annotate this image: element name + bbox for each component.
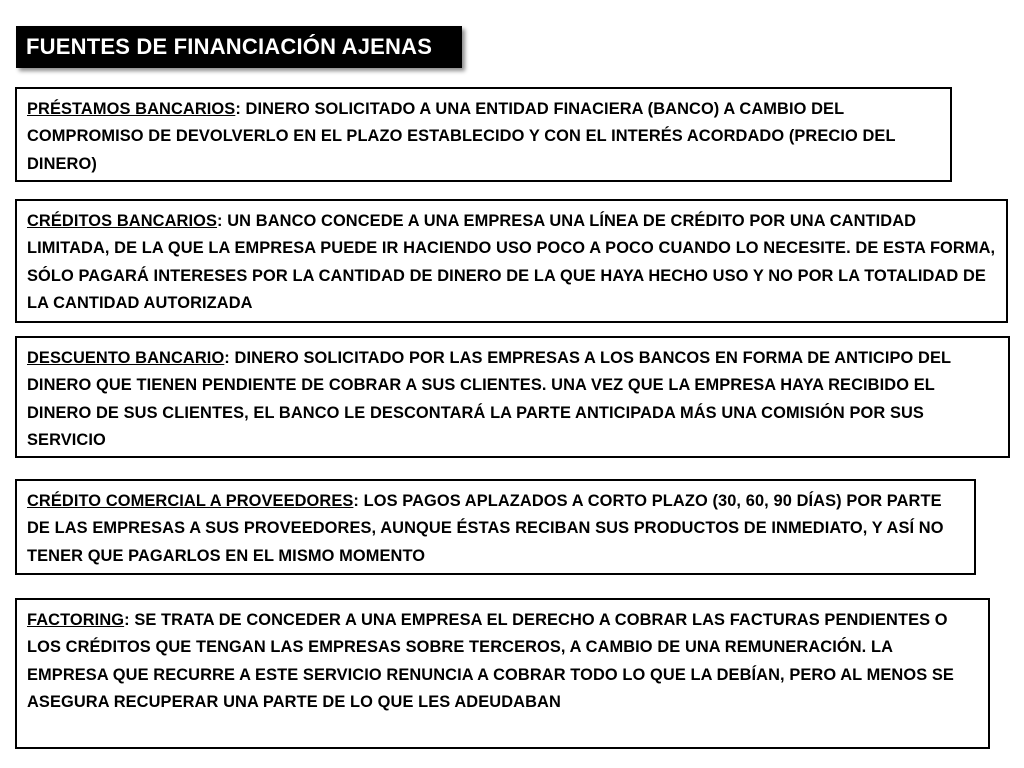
card-description: : SE TRATA DE CONCEDER A UNA EMPRESA EL DERECHO A COBRAR LAS FACTURAS PENDIENTES O LOS CRÉDITOS QUE TENGAN LAS EMPRESAS SOBRE TERCEROS, A CAMBIO DE UNA REMUNERACIÓN. LA EMPRESA QUE RECURRE A ESTE SERVICIO RENUNCIA A COBRAR TODO LO QUE LA DEBÍAN, PERO AL MENOS SE ASEGURA RECUPERAR UNA PARTE DE LO QUE LES ADEUDABAN (27, 611, 954, 711)
card-creditos-bancarios (15, 199, 1008, 323)
card-term: CRÉDITOS BANCARIOS (27, 212, 218, 230)
card-descuento-bancario (15, 336, 1010, 458)
card-term: FACTORING (27, 611, 125, 629)
card-factoring (15, 598, 990, 749)
title-banner (16, 26, 462, 68)
page-title: FUENTES DE FINANCIACIÓN AJENAS (26, 34, 433, 59)
card-description: : UN BANCO CONCEDE A UNA EMPRESA UNA LÍNEA DE CRÉDITO POR UNA CANTIDAD LIMITADA, DE LA QUE LA EMPRESA PUEDE IR HACIENDO USO POCO A POCO CUANDO LO NECESITE. DE ESTA FORMA, SÓLO PAGARÁ INTERESES POR LA CANTIDAD DE DINERO DE LA QUE HAYA HECHO USO Y NO POR LA TOTALIDAD DE LA CANTIDAD AUTORIZADA (27, 212, 996, 312)
card-description: : DINERO SOLICITADO POR LAS EMPRESAS A LOS BANCOS EN FORMA DE ANTICIPO DEL DINERO QUE TIENEN PENDIENTE DE COBRAR A SUS CLIENTES. UNA VEZ QUE LA EMPRESA HAYA RECIBIDO EL DINERO DE SUS CLIENTES, EL BANCO LE DESCONTARÁ LA PARTE ANTICIPADA MÁS UNA COMISIÓN POR SUS SERVICIO (27, 349, 951, 449)
card-description: : LOS PAGOS APLAZADOS A CORTO PLAZO (30, 60, 90 DÍAS) POR PARTE DE LAS EMPRESAS A SUS PROVEEDORES, AUNQUE ÉSTAS RECIBAN SUS PRODUCTOS DE INMEDIATO, Y ASÍ NO TENER QUE PAGARLOS EN EL MISMO MOMENTO (27, 492, 944, 565)
card-description: : DINERO SOLICITADO A UNA ENTIDAD FINACIERA (BANCO) A CAMBIO DEL COMPROMISO DE DEVOLVERLO EN EL PLAZO ESTABLECIDO Y CON EL INTERÉS ACORDADO (PRECIO DEL DINERO) (27, 100, 896, 173)
card-prestamos-bancarios (15, 87, 952, 182)
card-credito-comercial (15, 479, 976, 575)
card-term: CRÉDITO COMERCIAL A PROVEEDORES (27, 492, 354, 510)
card-term: PRÉSTAMOS BANCARIOS (27, 100, 236, 118)
card-term: DESCUENTO BANCARIO (27, 349, 225, 367)
